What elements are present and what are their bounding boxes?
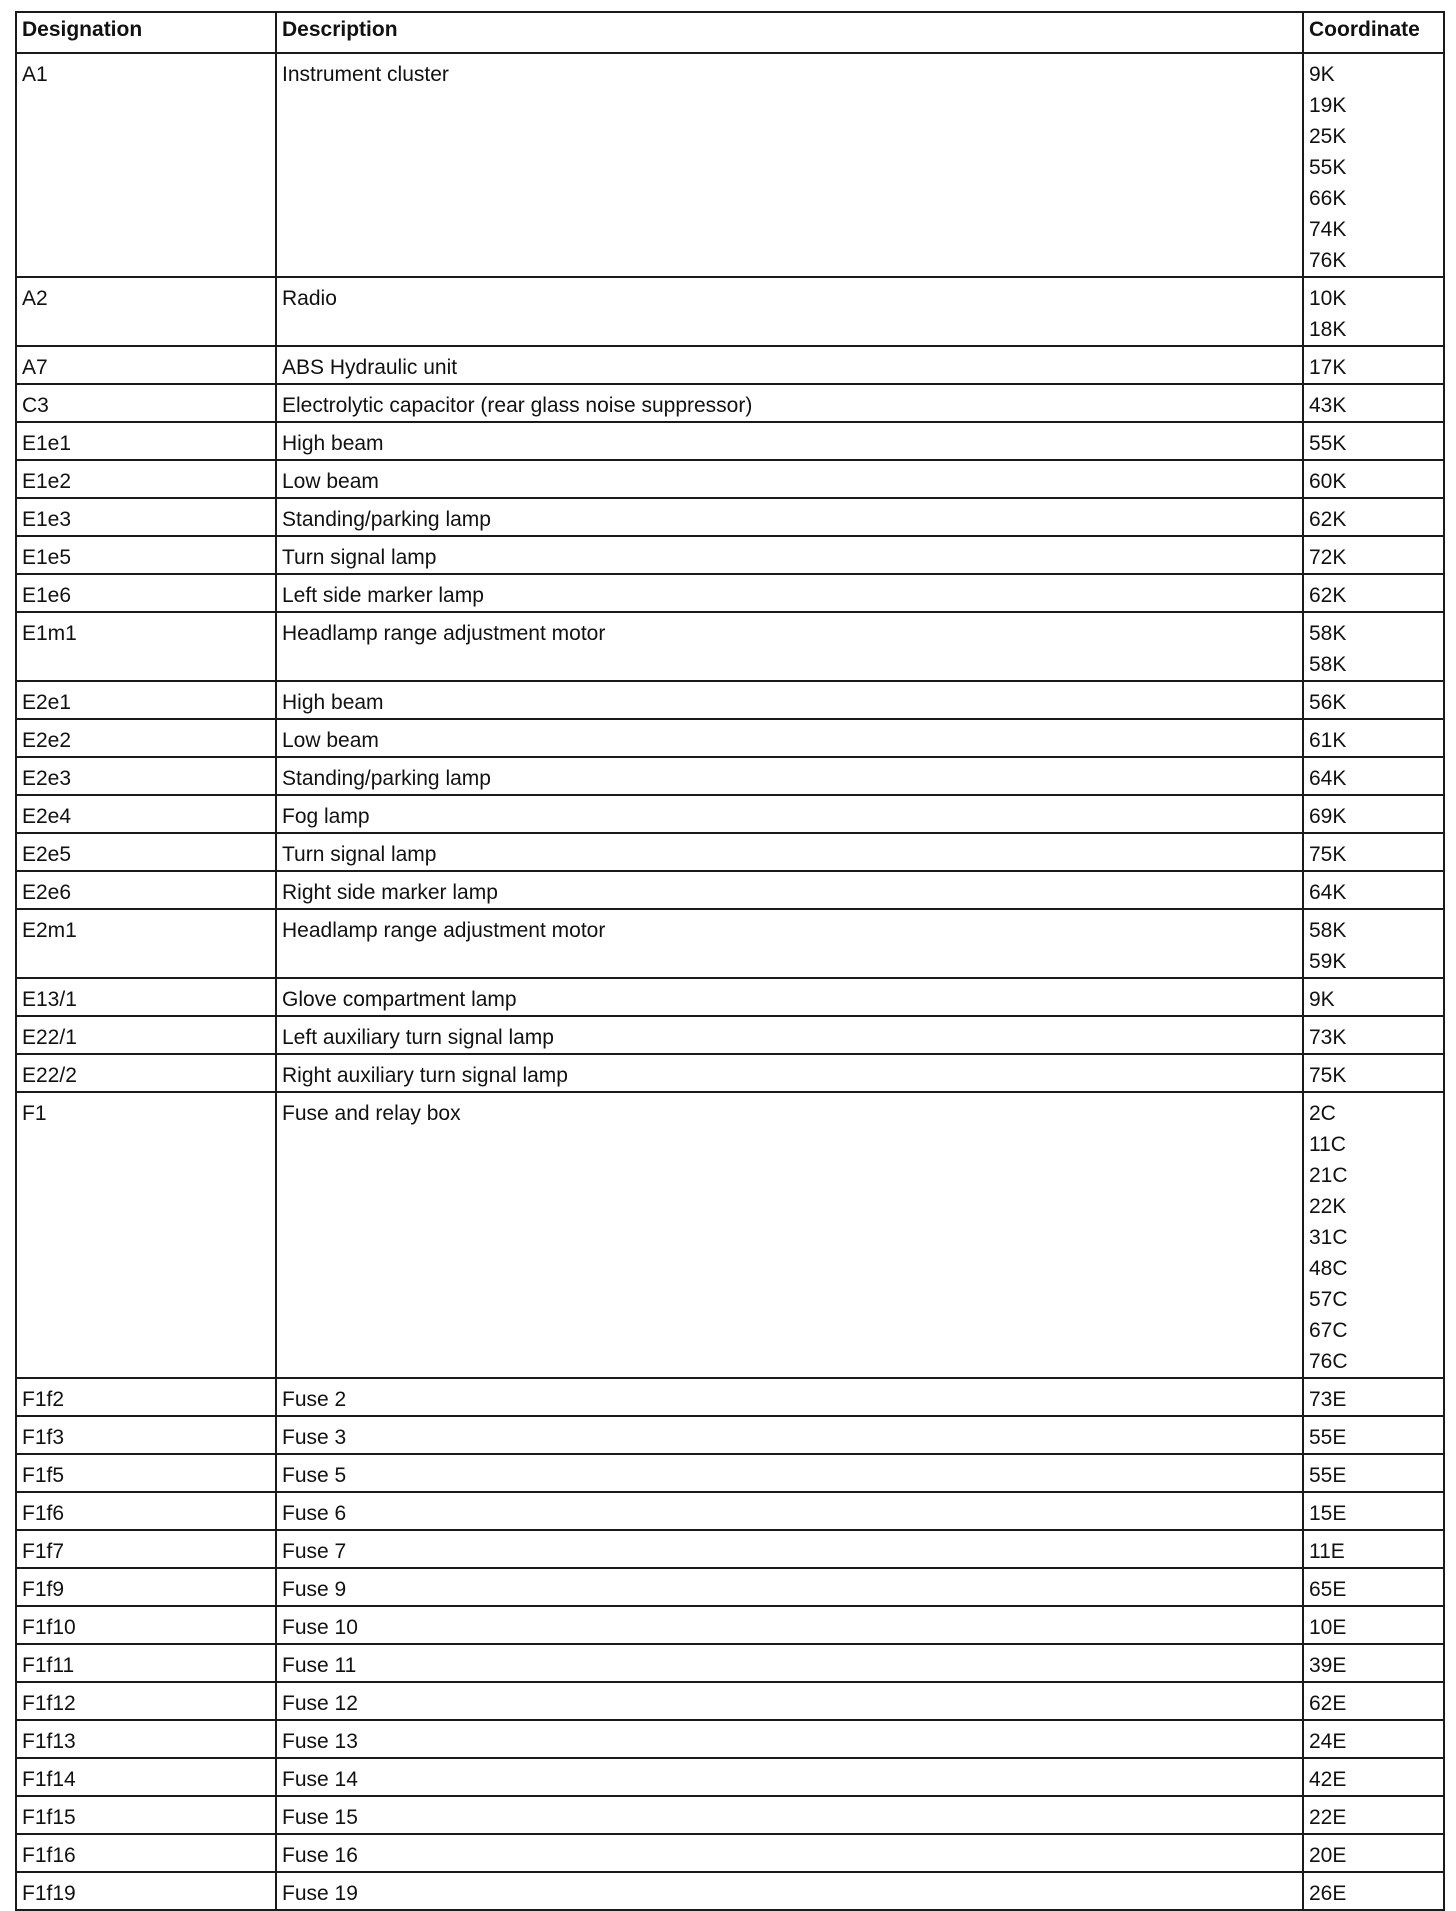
table-row	[16, 1492, 1444, 1530]
coordinate-cell	[1303, 574, 1444, 612]
designation-cell	[16, 719, 276, 757]
table-body	[16, 53, 1444, 1910]
designation-text: F1f9	[22, 1578, 65, 1601]
description-cell	[276, 1092, 1303, 1378]
description-column-header: Description	[276, 12, 1303, 53]
coordinate-cell	[1303, 795, 1444, 833]
description-cell	[276, 1568, 1303, 1606]
coordinate-cell	[1303, 1092, 1444, 1378]
designation-text: F1f13	[22, 1730, 76, 1753]
description-cell	[276, 1834, 1303, 1872]
coordinate-value: 59K	[1309, 950, 1347, 973]
coordinate-value: 9K	[1309, 63, 1335, 86]
description-text: Instrument cluster	[282, 63, 449, 86]
designation-cell	[16, 871, 276, 909]
coordinate-cell	[1303, 1492, 1444, 1530]
designation-text: E22/1	[22, 1026, 77, 1049]
description-text: Fuse 3	[282, 1426, 347, 1449]
description-text: Headlamp range adjustment motor	[282, 622, 606, 645]
coordinate-cell	[1303, 1872, 1444, 1910]
coordinate-cell	[1303, 681, 1444, 719]
table-row	[16, 1682, 1444, 1720]
coordinate-column-header: Coordinate	[1303, 12, 1444, 53]
coordinate-value: 11C	[1309, 1133, 1346, 1156]
designation-cell	[16, 384, 276, 422]
table-row	[16, 1092, 1444, 1378]
designation-text: F1f2	[22, 1388, 65, 1411]
description-text: Radio	[282, 287, 337, 310]
coordinate-value: 58K	[1309, 653, 1347, 676]
coordinate-value: 74K	[1309, 218, 1347, 241]
designation-text: E1e1	[22, 432, 72, 455]
description-cell	[276, 384, 1303, 422]
coordinate-cell	[1303, 1682, 1444, 1720]
description-cell	[276, 1720, 1303, 1758]
description-text: Low beam	[282, 729, 379, 752]
designation-cell	[16, 1796, 276, 1834]
description-text: Low beam	[282, 470, 379, 493]
description-cell	[276, 978, 1303, 1016]
coordinate-cell	[1303, 719, 1444, 757]
coordinate-value: 64K	[1309, 767, 1347, 790]
designation-cell	[16, 422, 276, 460]
table-row	[16, 384, 1444, 422]
description-cell	[276, 909, 1303, 978]
designation-cell	[16, 1416, 276, 1454]
coordinate-value: 55E	[1309, 1426, 1347, 1449]
coordinate-value: 75K	[1309, 843, 1347, 866]
designation-text: E2m1	[22, 919, 77, 942]
designation-text: F1f3	[22, 1426, 65, 1449]
description-text: Fuse 5	[282, 1464, 347, 1487]
designation-column-header: Designation	[16, 12, 276, 53]
component-table	[15, 11, 1445, 1911]
designation-cell	[16, 833, 276, 871]
coordinate-value: 76C	[1309, 1350, 1348, 1373]
description-cell	[276, 53, 1303, 277]
description-cell	[276, 1016, 1303, 1054]
description-cell	[276, 795, 1303, 833]
coordinate-value: 15E	[1309, 1502, 1347, 1525]
coordinate-cell	[1303, 871, 1444, 909]
coordinate-value: 22K	[1309, 1195, 1347, 1218]
designation-text: F1f5	[22, 1464, 65, 1487]
coordinate-value: 65E	[1309, 1578, 1347, 1601]
designation-text: F1f7	[22, 1540, 65, 1563]
coordinate-cell	[1303, 1758, 1444, 1796]
coordinate-value: 57C	[1309, 1288, 1348, 1311]
description-cell	[276, 1606, 1303, 1644]
designation-cell	[16, 460, 276, 498]
description-text: Fog lamp	[282, 805, 370, 828]
description-cell	[276, 1530, 1303, 1568]
coordinate-value: 11E	[1309, 1540, 1345, 1563]
designation-cell	[16, 1606, 276, 1644]
table-row	[16, 422, 1444, 460]
coordinate-value: 64K	[1309, 881, 1347, 904]
coordinate-value: 67C	[1309, 1319, 1348, 1342]
description-cell	[276, 277, 1303, 346]
designation-cell	[16, 795, 276, 833]
coordinate-value: 73E	[1309, 1388, 1347, 1411]
description-text: Fuse 6	[282, 1502, 347, 1525]
designation-text: F1f6	[22, 1502, 65, 1525]
coordinate-value: 10K	[1309, 287, 1347, 310]
coordinate-cell	[1303, 1834, 1444, 1872]
coordinate-cell	[1303, 1568, 1444, 1606]
description-cell	[276, 719, 1303, 757]
table-row	[16, 833, 1444, 871]
designation-cell	[16, 1492, 276, 1530]
description-cell	[276, 1758, 1303, 1796]
coordinate-value: 19K	[1309, 94, 1347, 117]
designation-cell	[16, 346, 276, 384]
designation-text: F1f11	[22, 1654, 75, 1677]
component-location-sheet	[15, 11, 1443, 1911]
coordinate-value: 9K	[1309, 988, 1335, 1011]
coordinate-cell	[1303, 498, 1444, 536]
designation-cell	[16, 978, 276, 1016]
description-cell	[276, 833, 1303, 871]
designation-text: E2e1	[22, 691, 72, 714]
description-cell	[276, 574, 1303, 612]
coordinate-cell	[1303, 1644, 1444, 1682]
coordinate-cell	[1303, 346, 1444, 384]
designation-text: E13/1	[22, 988, 77, 1011]
coordinate-cell	[1303, 1416, 1444, 1454]
coordinate-value: 20E	[1309, 1844, 1347, 1867]
table-row	[16, 53, 1444, 277]
coordinate-value: 66K	[1309, 187, 1347, 210]
coordinate-cell	[1303, 1606, 1444, 1644]
table-row	[16, 574, 1444, 612]
designation-text: F1f15	[22, 1806, 76, 1829]
description-text: Fuse 14	[282, 1768, 358, 1791]
coordinate-value: 72K	[1309, 546, 1347, 569]
designation-text: E2e5	[22, 843, 72, 866]
designation-text: F1	[22, 1102, 47, 1125]
designation-cell	[16, 1530, 276, 1568]
description-cell	[276, 346, 1303, 384]
coordinate-value: 62K	[1309, 584, 1347, 607]
description-cell	[276, 1796, 1303, 1834]
designation-text: A1	[22, 63, 48, 86]
coordinate-cell	[1303, 422, 1444, 460]
coordinate-value: 73K	[1309, 1026, 1347, 1049]
description-text: Fuse 19	[282, 1882, 358, 1905]
coordinate-value: 55E	[1309, 1464, 1347, 1487]
designation-cell	[16, 498, 276, 536]
table-row	[16, 1606, 1444, 1644]
coordinate-cell	[1303, 612, 1444, 681]
coordinate-cell	[1303, 1378, 1444, 1416]
description-text: Standing/parking lamp	[282, 508, 491, 531]
designation-text: E2e4	[22, 805, 72, 828]
coordinate-cell	[1303, 53, 1444, 277]
coordinate-value: 31C	[1309, 1226, 1348, 1249]
description-text: Left side marker lamp	[282, 584, 484, 607]
designation-text: E2e6	[22, 881, 72, 904]
coordinate-cell	[1303, 1720, 1444, 1758]
designation-text: E1e3	[22, 508, 72, 531]
description-text: Electrolytic capacitor (rear glass noise suppressor)	[282, 394, 753, 417]
coordinate-cell	[1303, 978, 1444, 1016]
coordinate-value: 22E	[1309, 1806, 1347, 1829]
coordinate-value: 58K	[1309, 919, 1347, 942]
description-cell	[276, 1872, 1303, 1910]
description-cell	[276, 536, 1303, 574]
coordinate-cell	[1303, 277, 1444, 346]
table-row	[16, 1644, 1444, 1682]
coordinate-value: 26E	[1309, 1882, 1347, 1905]
description-text: High beam	[282, 432, 384, 455]
description-cell	[276, 757, 1303, 795]
coordinate-value: 62E	[1309, 1692, 1347, 1715]
description-text: Fuse 10	[282, 1616, 358, 1639]
table-row	[16, 1416, 1444, 1454]
description-text: Left auxiliary turn signal lamp	[282, 1026, 554, 1049]
table-row	[16, 1454, 1444, 1492]
designation-cell	[16, 1454, 276, 1492]
designation-cell	[16, 1054, 276, 1092]
description-text: Right side marker lamp	[282, 881, 498, 904]
table-row	[16, 1720, 1444, 1758]
table-row	[16, 681, 1444, 719]
coordinate-value: 18K	[1309, 318, 1347, 341]
table-row	[16, 909, 1444, 978]
description-text: Fuse 13	[282, 1730, 358, 1753]
description-text: Fuse 15	[282, 1806, 358, 1829]
table-row	[16, 498, 1444, 536]
designation-text: E1e5	[22, 546, 72, 569]
designation-text: A2	[22, 287, 48, 310]
header-row	[16, 12, 1444, 53]
designation-cell	[16, 612, 276, 681]
designation-text: F1f10	[22, 1616, 76, 1639]
designation-text: E22/2	[22, 1064, 77, 1087]
description-text: Fuse 9	[282, 1578, 347, 1601]
designation-text: E1m1	[22, 622, 77, 645]
description-text: Fuse 16	[282, 1844, 358, 1867]
coordinate-value: 10E	[1309, 1616, 1347, 1639]
coordinate-value: 60K	[1309, 470, 1347, 493]
description-cell	[276, 1454, 1303, 1492]
coordinate-cell	[1303, 384, 1444, 422]
designation-text: E1e2	[22, 470, 72, 493]
table-row	[16, 346, 1444, 384]
table-row	[16, 1378, 1444, 1416]
designation-text: F1f12	[22, 1692, 76, 1715]
coordinate-value: 55K	[1309, 432, 1347, 455]
description-text: Turn signal lamp	[282, 843, 437, 866]
description-text: Fuse 12	[282, 1692, 358, 1715]
designation-cell	[16, 1568, 276, 1606]
description-cell	[276, 460, 1303, 498]
description-cell	[276, 1492, 1303, 1530]
table-row	[16, 612, 1444, 681]
coordinate-cell	[1303, 1796, 1444, 1834]
coordinate-cell	[1303, 909, 1444, 978]
designation-cell	[16, 1872, 276, 1910]
designation-text: C3	[22, 394, 49, 417]
coordinate-value: 24E	[1309, 1730, 1347, 1753]
description-text: Glove compartment lamp	[282, 988, 517, 1011]
designation-text: E2e2	[22, 729, 72, 752]
coordinate-value: 39E	[1309, 1654, 1347, 1677]
table-row	[16, 1530, 1444, 1568]
coordinate-value: 43K	[1309, 394, 1347, 417]
coordinate-value: 21C	[1309, 1164, 1348, 1187]
description-cell	[276, 1682, 1303, 1720]
table-row	[16, 978, 1444, 1016]
coordinate-cell	[1303, 1530, 1444, 1568]
table-row	[16, 536, 1444, 574]
coordinate-value: 48C	[1309, 1257, 1348, 1280]
table-header	[16, 12, 1444, 53]
description-text: Standing/parking lamp	[282, 767, 491, 790]
designation-cell	[16, 277, 276, 346]
coordinate-value: 17K	[1309, 356, 1347, 379]
description-text: Fuse and relay box	[282, 1102, 461, 1125]
designation-cell	[16, 1682, 276, 1720]
designation-text: E1e6	[22, 584, 72, 607]
coordinate-value: 61K	[1309, 729, 1347, 752]
designation-text: F1f14	[22, 1768, 76, 1791]
coordinate-cell	[1303, 757, 1444, 795]
coordinate-value: 76K	[1309, 249, 1347, 272]
coordinate-value: 69K	[1309, 805, 1347, 828]
table-row	[16, 1568, 1444, 1606]
description-cell	[276, 871, 1303, 909]
coordinate-value: 2C	[1309, 1102, 1336, 1125]
designation-text: F1f16	[22, 1844, 76, 1867]
description-cell	[276, 422, 1303, 460]
designation-cell	[16, 1092, 276, 1378]
description-cell	[276, 498, 1303, 536]
designation-cell	[16, 1720, 276, 1758]
description-text: High beam	[282, 691, 384, 714]
table-row	[16, 1758, 1444, 1796]
coordinate-value: 58K	[1309, 622, 1347, 645]
table-row	[16, 1872, 1444, 1910]
designation-cell	[16, 1378, 276, 1416]
description-text: ABS Hydraulic unit	[282, 356, 458, 379]
designation-cell	[16, 1834, 276, 1872]
coordinate-cell	[1303, 460, 1444, 498]
description-cell	[276, 1644, 1303, 1682]
designation-cell	[16, 53, 276, 277]
description-cell	[276, 612, 1303, 681]
coordinate-value: 25K	[1309, 125, 1347, 148]
designation-cell	[16, 1644, 276, 1682]
description-text: Right auxiliary turn signal lamp	[282, 1064, 568, 1087]
table-row	[16, 871, 1444, 909]
description-text: Fuse 2	[282, 1388, 347, 1411]
coordinate-value: 55K	[1309, 156, 1347, 179]
description-cell	[276, 1416, 1303, 1454]
table-row	[16, 1016, 1444, 1054]
table-row	[16, 460, 1444, 498]
table-row	[16, 757, 1444, 795]
designation-cell	[16, 574, 276, 612]
designation-cell	[16, 909, 276, 978]
designation-cell	[16, 1016, 276, 1054]
description-text: Fuse 11	[282, 1654, 357, 1677]
description-cell	[276, 1054, 1303, 1092]
coordinate-value: 75K	[1309, 1064, 1347, 1087]
coordinate-cell	[1303, 536, 1444, 574]
designation-cell	[16, 681, 276, 719]
designation-cell	[16, 757, 276, 795]
coordinate-value: 62K	[1309, 508, 1347, 531]
coordinate-cell	[1303, 1016, 1444, 1054]
coordinate-cell	[1303, 1054, 1444, 1092]
designation-text: E2e3	[22, 767, 72, 790]
designation-cell	[16, 1758, 276, 1796]
table-row	[16, 1054, 1444, 1092]
description-text: Fuse 7	[282, 1540, 347, 1563]
table-row	[16, 277, 1444, 346]
designation-text: F1f19	[22, 1882, 76, 1905]
coordinate-value: 42E	[1309, 1768, 1347, 1791]
designation-cell	[16, 536, 276, 574]
table-row	[16, 1796, 1444, 1834]
description-text: Turn signal lamp	[282, 546, 437, 569]
coordinate-cell	[1303, 1454, 1444, 1492]
coordinate-cell	[1303, 833, 1444, 871]
description-text: Headlamp range adjustment motor	[282, 919, 606, 942]
description-cell	[276, 1378, 1303, 1416]
coordinate-value: 56K	[1309, 691, 1347, 714]
description-cell	[276, 681, 1303, 719]
table-row	[16, 1834, 1444, 1872]
designation-text: A7	[22, 356, 48, 379]
table-row	[16, 719, 1444, 757]
table-row	[16, 795, 1444, 833]
